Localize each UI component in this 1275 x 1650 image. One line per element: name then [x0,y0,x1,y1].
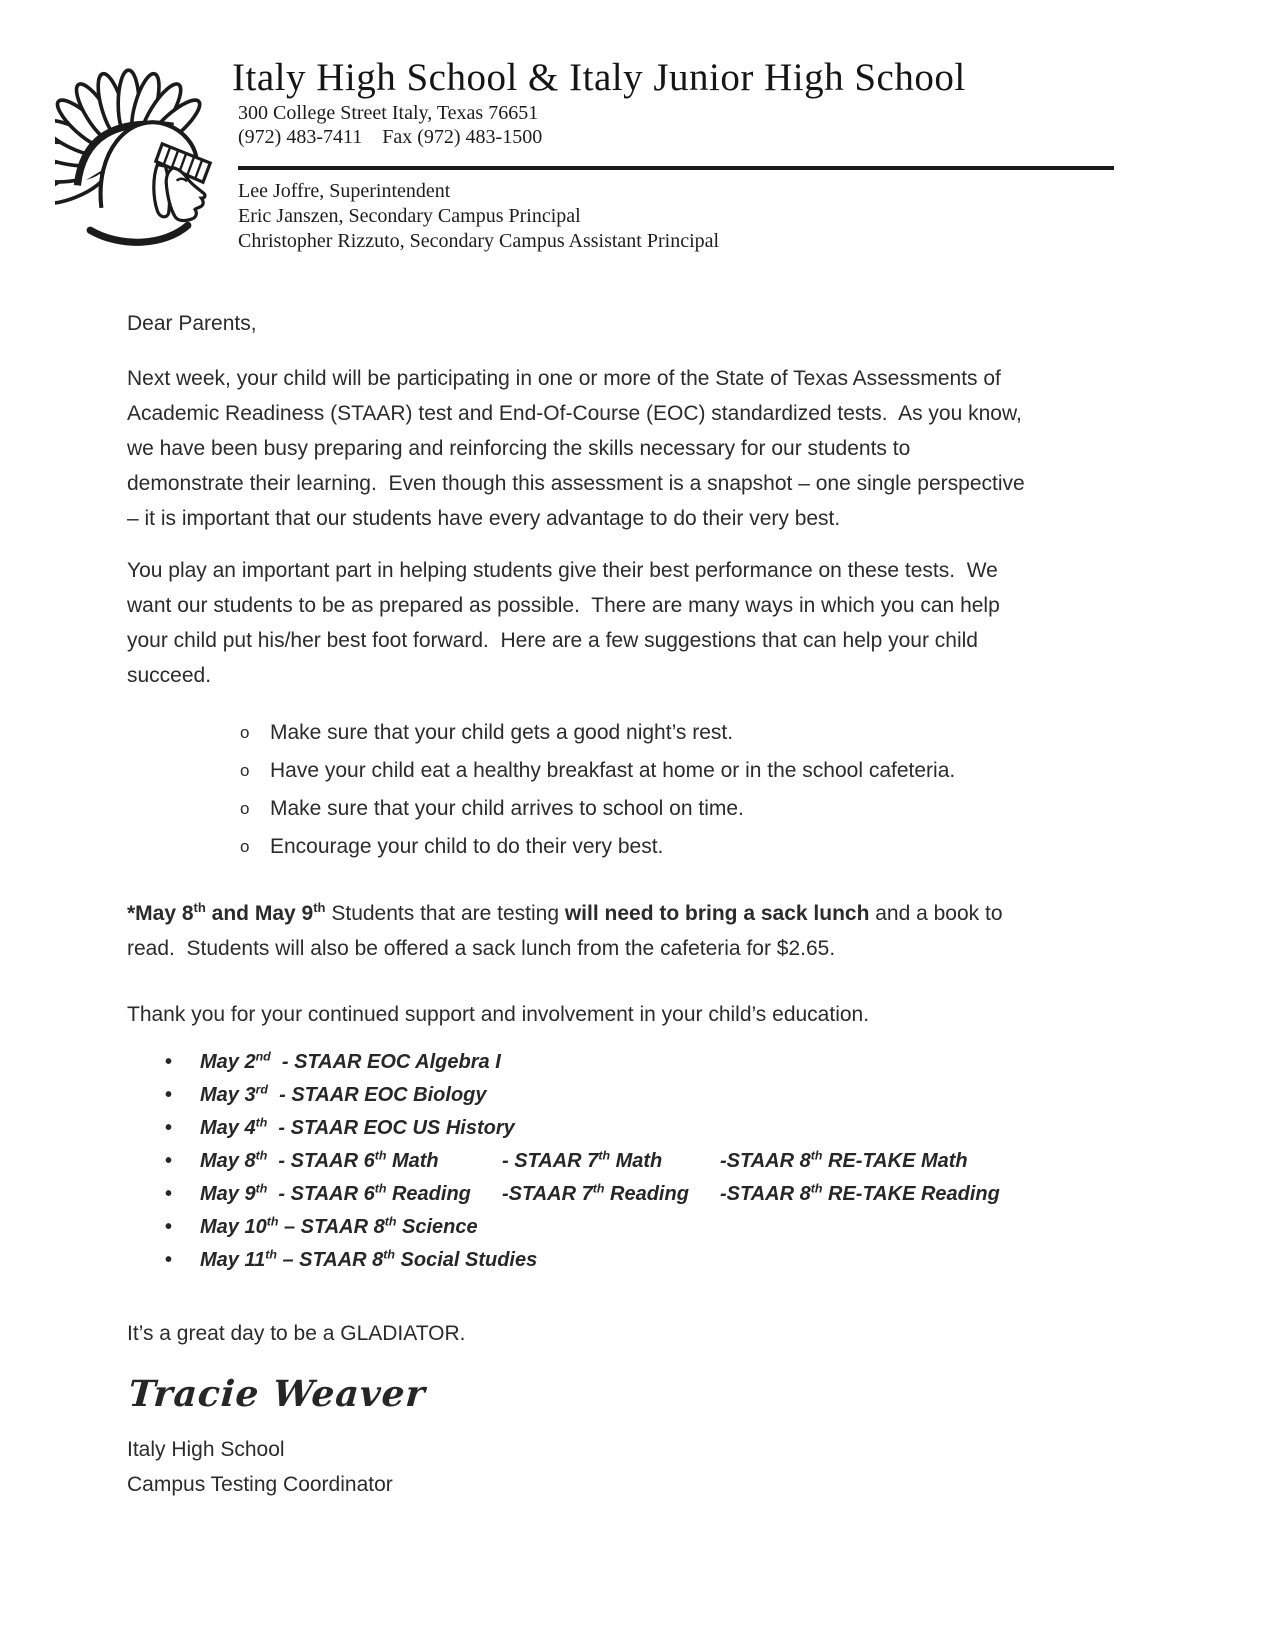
staff-line: Eric Janszen, Secondary Campus Principal [238,205,581,227]
signer-school: Italy High School [127,1438,285,1461]
paragraph-help: You play an important part in helping students give their best performance on these tests. We want our students to be as prepared as possible. There are many ways in which you can help your child put his/her best foot forward. Here are a few suggestions that can help your child succeed. [127,559,1000,687]
schedule-col: May 3rd - STAAR EOC Biology [200,1082,487,1106]
schedule-col: May 9th - STAAR 6th Reading [200,1181,471,1205]
staff-line: Lee Joffre, Superintendent [238,180,451,202]
schedule-col: May 10th – STAAR 8th Science [200,1214,478,1238]
gladiator-mascot-icon [55,65,223,253]
signature-script: Tracie Weaver [127,1373,428,1415]
schedule-item [165,1211,1117,1244]
tip-item: o Make sure that your child arrives to school on time. [240,790,1117,828]
schedule-col: May 11th – STAAR 8th Social Studies [200,1247,538,1271]
schedule-col: -STAAR 7th Reading [502,1181,689,1205]
tips-list [240,714,1117,866]
closing-line: It’s a great day to be a GLADIATOR. [127,1322,466,1345]
schedule-item [165,1145,1117,1178]
letterhead [55,55,1155,254]
schedule-item [165,1079,1117,1112]
letter-body [127,306,1117,1502]
schedule-col: May 4th - STAAR EOC US History [200,1115,515,1139]
paragraph-sack-lunch: *May 8th and May 9th Students that are testing will need to bring a sack lunch and a book to read. Students will also be offered a sack lunch from the cafeteria for $2.65. [127,900,1003,960]
signer-title: Campus Testing Coordinator [127,1473,393,1496]
staff-line: Christopher Rizzuto, Secondary Campus Assistant Principal [238,230,720,252]
schedule-col: May 8th - STAAR 6th Math [200,1148,439,1172]
schedule-col: -STAAR 8th RE-TAKE Reading [720,1181,1000,1205]
school-name: Italy High School & Italy Junior High School [232,56,966,99]
schedule-col: -STAAR 8th RE-TAKE Math [720,1148,968,1172]
paragraph-thanks: Thank you for your continued support and involvement in your child’s education. [127,1003,870,1026]
schedule-item [165,1112,1117,1145]
schedule-col: May 2nd - STAAR EOC Algebra I [200,1049,501,1073]
paragraph-intro: Next week, your child will be participating in one or more of the State of Texas Assessments of Academic Readiness (STAAR) test and End-Of-Course (EOC) standardized tests. As you know, we have been busy preparing and reinforcing the skills necessary for our students to demonstrate their learning. Even though this assessment is a snapshot – one single perspective – it is important that our students have every advantage to do their very best. [127,367,1025,530]
school-phone-fax: (972) 483-7411 Fax (972) 483-1500 [238,126,543,148]
tip-item: o Make sure that your child gets a good night’s rest. [240,714,1117,752]
school-address: 300 College Street Italy, Texas 76651 [238,102,539,124]
schedule-item [165,1244,1117,1277]
tip-item: o Have your child eat a healthy breakfast at home or in the school cafeteria. [240,752,1117,790]
test-schedule-list [165,1046,1117,1277]
tip-item: o Encourage your child to do their very best. [240,828,1117,866]
schedule-item [165,1178,1117,1211]
salutation: Dear Parents, [127,312,257,335]
letterhead-text [232,55,1155,254]
schedule-item [165,1046,1117,1079]
schedule-col: - STAAR 7th Math [502,1148,663,1172]
header-divider [238,166,1114,170]
staff-list [232,179,1155,254]
